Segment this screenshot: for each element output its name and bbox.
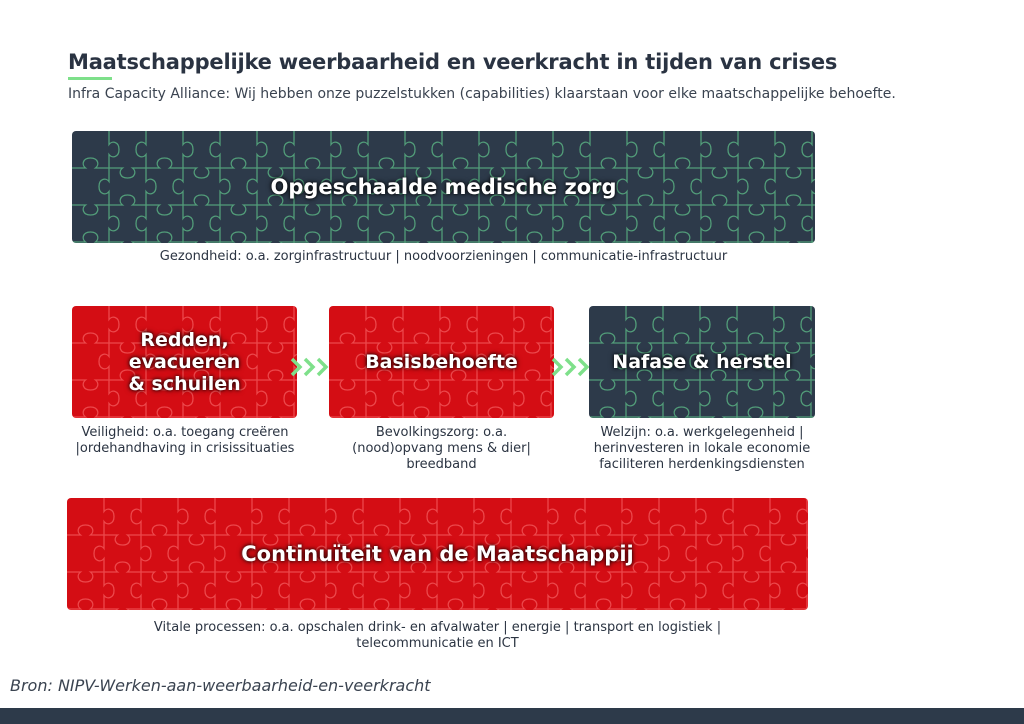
rescue-caption-line: Veiligheid: o.a. toegang creëren <box>81 425 289 440</box>
recovery-caption-line: herinvesteren in lokale economie <box>593 441 811 456</box>
rescue-block <box>72 306 297 418</box>
basic-needs-label-text: Basisbehoefte <box>365 351 518 373</box>
rescue-label-line: & schuilen <box>128 373 241 395</box>
page-title: Maatschappelijke weerbaarheid en veerkracht in tijden van crises <box>68 50 838 74</box>
recovery-caption <box>579 425 825 473</box>
rescue-label-line: Redden, <box>140 329 229 351</box>
continuity-label <box>67 498 808 610</box>
source-note: Bron: NIPV-Werken-aan-weerbaarheid-en-veerkracht <box>10 676 431 695</box>
recovery-block <box>589 306 815 418</box>
footer-bar <box>0 708 1024 724</box>
basic-needs-caption-line: (nood)opvang mens & dier| <box>352 441 531 456</box>
basic-needs-caption <box>329 425 554 473</box>
basic-needs-caption-line: breedband <box>406 457 477 472</box>
basic-needs-caption-line: Bevolkingszorg: o.a. <box>375 425 508 440</box>
continuity-caption-line: Vitale processen: o.a. opschalen drink- en afvalwater | energie | transport en logistiek | <box>153 620 722 635</box>
medical-care-label <box>72 131 815 243</box>
medical-care-label-text: Opgeschaalde medische zorg <box>270 175 617 199</box>
title-underline <box>68 77 112 80</box>
basic-needs-label <box>329 306 554 418</box>
rescue-label-line: evacueren <box>128 351 241 373</box>
rescue-caption-line: |ordehandhaving in crisissituaties <box>75 441 295 456</box>
recovery-label-text: Nafase & herstel <box>612 351 792 373</box>
continuity-caption-line: telecommunicatie en ICT <box>356 636 519 651</box>
continuity-caption <box>67 620 808 652</box>
medical-care-caption-text: Gezondheid: o.a. zorginfrastructuur | noodvoorzieningen | communicatie-infrastructuur <box>159 249 728 264</box>
recovery-caption-line: faciliteren herdenkingsdiensten <box>599 457 805 472</box>
medical-care-caption <box>72 249 815 265</box>
medical-care-block <box>72 131 815 243</box>
basic-needs-block <box>329 306 554 418</box>
rescue-caption <box>66 425 304 457</box>
recovery-label <box>589 306 815 418</box>
page-subtitle: Infra Capacity Alliance: Wij hebben onze puzzelstukken (capabilities) klaarstaan voor elke maatschappelijke behoefte. <box>68 86 896 102</box>
rescue-label <box>72 306 297 418</box>
continuity-label-text: Continuïteit van de Maatschappij <box>241 542 634 566</box>
continuity-block <box>67 498 808 610</box>
recovery-caption-line: Welzijn: o.a. werkgelegenheid | <box>600 425 804 440</box>
